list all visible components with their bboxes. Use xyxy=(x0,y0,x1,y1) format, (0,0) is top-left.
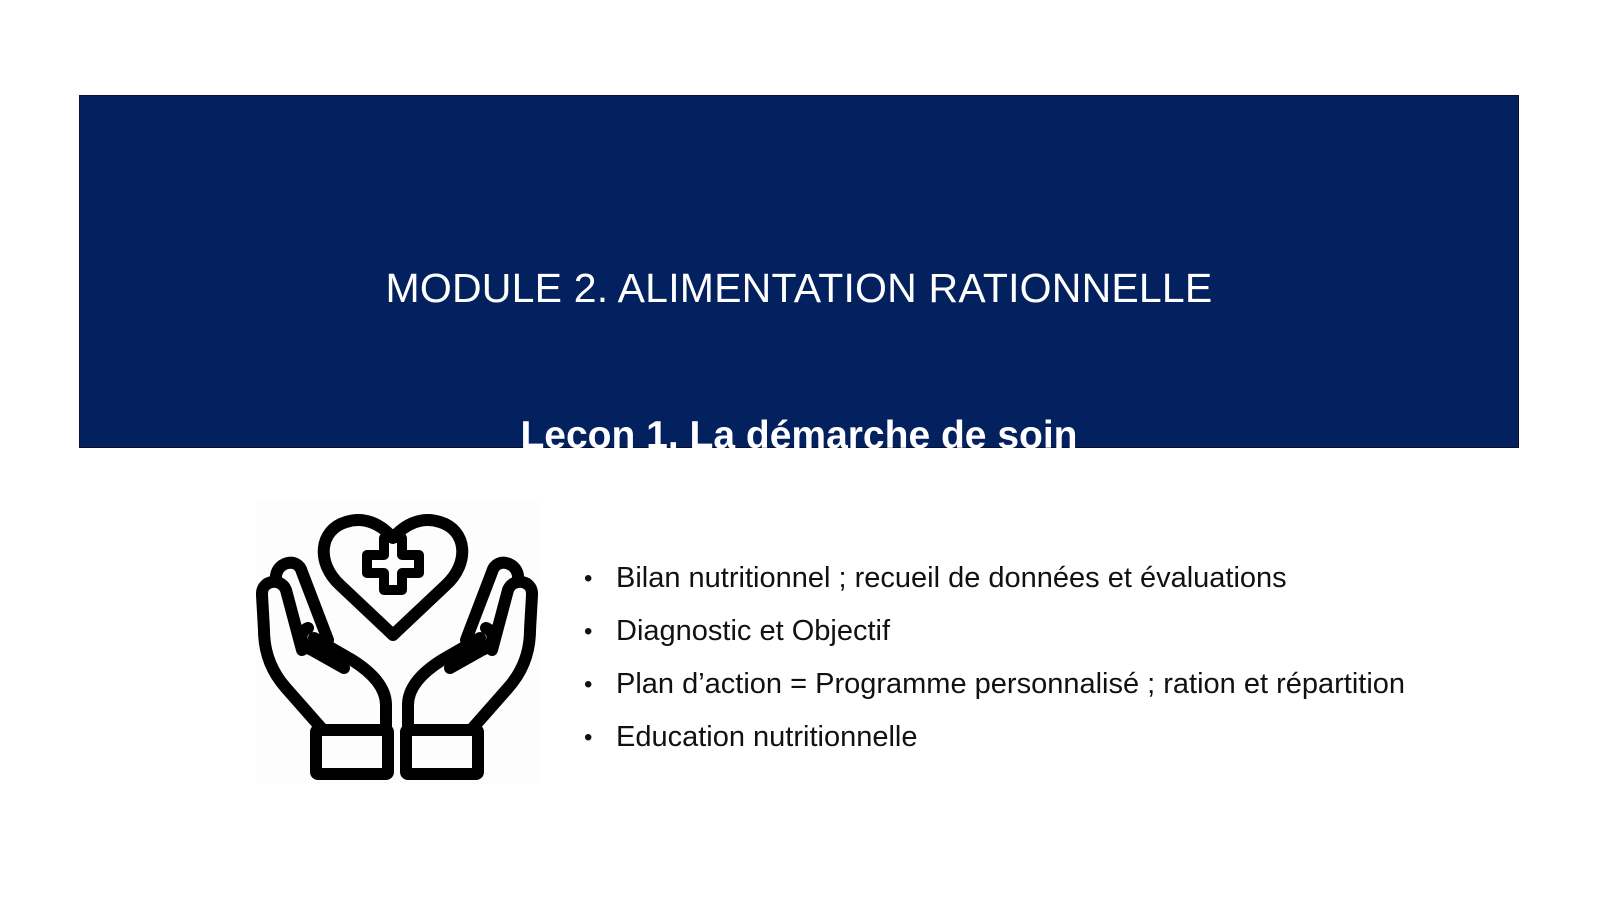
medical-cross-icon xyxy=(367,538,419,590)
list-item xyxy=(580,711,1405,764)
lesson-title: Leçon 1. La démarche de soin xyxy=(520,414,1078,457)
right-hand-icon xyxy=(406,563,532,774)
bullet-marker: • xyxy=(584,565,593,592)
hands-heart-medical-cross-icon xyxy=(256,500,538,784)
bullet-text: Education nutritionnelle xyxy=(616,721,918,753)
bullet-text: Plan d’action = Programme personnalisé ; ration et répartition xyxy=(616,668,1406,700)
bullet-marker: • xyxy=(584,618,593,645)
bullet-text: Bilan nutritionnel ; recueil de données et évaluations xyxy=(616,562,1287,594)
bullet-list xyxy=(580,552,1405,764)
bullet-marker: • xyxy=(584,724,593,751)
title-banner xyxy=(79,95,1519,457)
list-item xyxy=(580,552,1405,605)
bullet-marker: • xyxy=(584,671,593,698)
module-title: MODULE 2. ALIMENTATION RATIONNELLE xyxy=(385,265,1213,311)
left-hand-icon xyxy=(262,563,388,774)
list-item xyxy=(580,658,1405,711)
list-item xyxy=(580,605,1405,658)
bullet-text: Diagnostic et Objectif xyxy=(616,615,891,647)
